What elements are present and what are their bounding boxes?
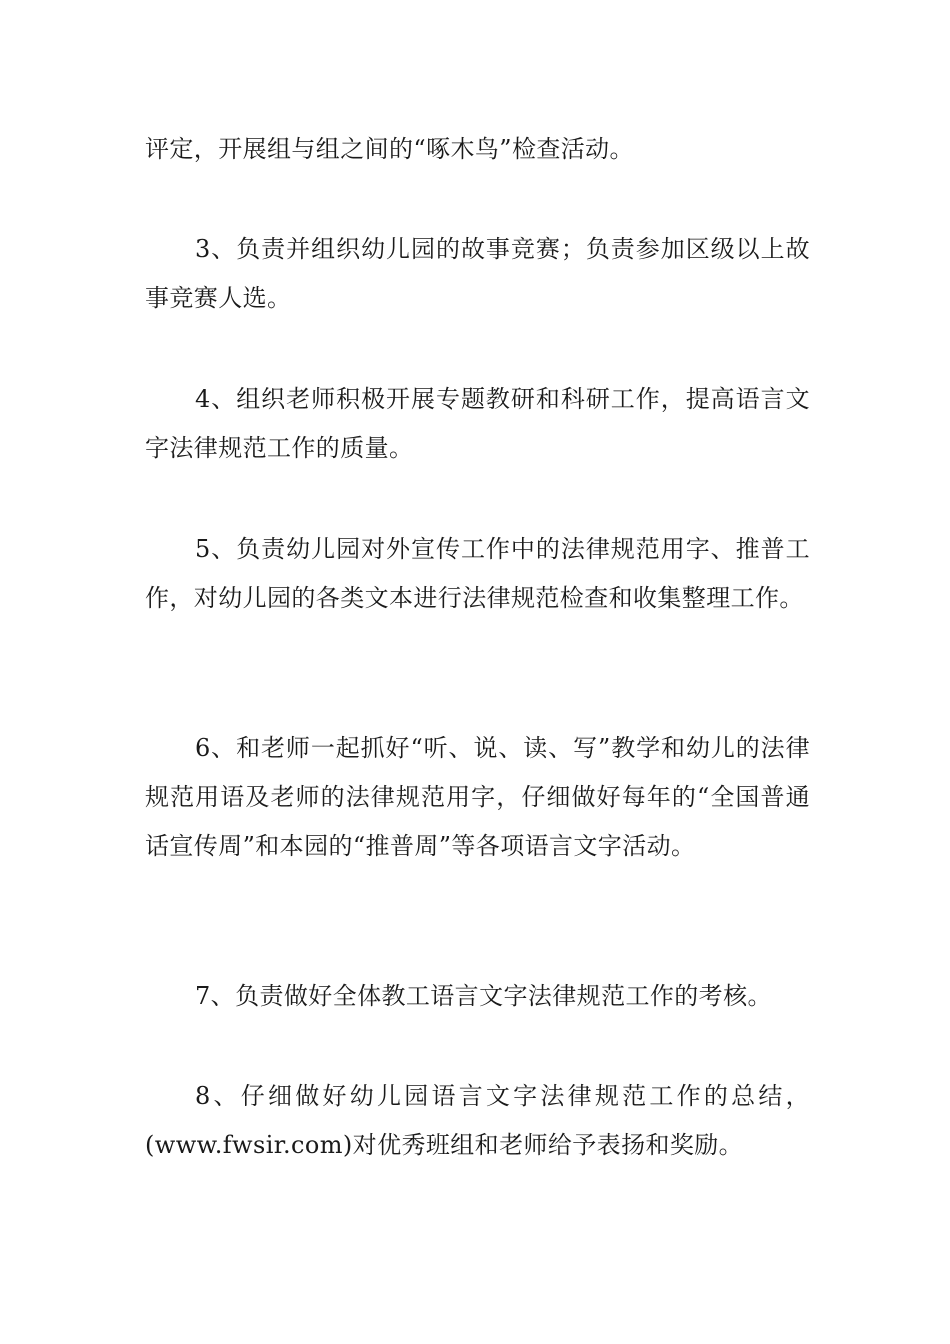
paragraph-item-8: 8、仔细做好幼儿园语言文字法律规范工作的总结，(www.fwsir.com)对优秀班组和老师给予表扬和奖励。 xyxy=(145,1082,810,1159)
paragraph-continuation: 评定，开展组与组之间的“啄木鸟”检查活动。 xyxy=(145,135,634,163)
paragraph-item-5: 5、负责幼儿园对外宣传工作中的法律规范用字、推普工作，对幼儿园的各类文本进行法律规范检查和收集整理工作。 xyxy=(145,535,810,612)
paragraph-item-6: 6、和老师一起抓好“听、说、读、写”教学和幼儿的法律规范用语及老师的法律规范用字，仔细做好每年的“全国普通话宣传周”和本园的“推普周”等各项语言文字活动。 xyxy=(145,734,810,860)
paragraph-item-4: 4、组织老师积极开展专题教研和科研工作，提高语言文字法律规范工作的质量。 xyxy=(145,385,810,462)
paragraph-item-7: 7、负责做好全体教工语言文字法律规范工作的考核。 xyxy=(195,982,772,1010)
paragraph-item-3: 3、负责并组织幼儿园的故事竞赛；负责参加区级以上故事竞赛人选。 xyxy=(145,235,810,312)
